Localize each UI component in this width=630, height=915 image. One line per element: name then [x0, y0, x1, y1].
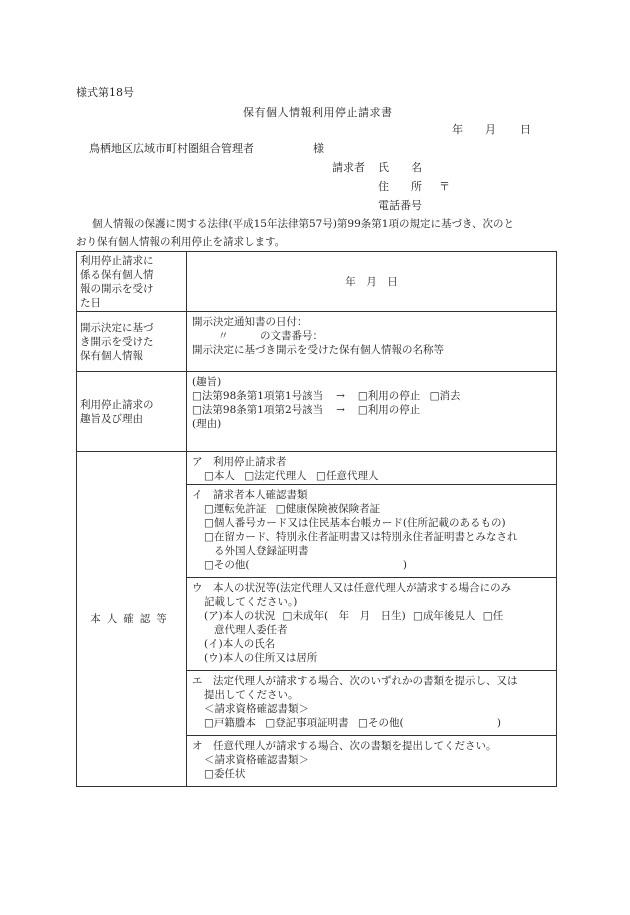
- requester-name-label: 氏 名: [378, 161, 422, 174]
- reason-heading: (理由): [192, 418, 222, 430]
- id-mynumber-checkbox[interactable]: [204, 517, 214, 529]
- page-title: 保有個人情報利用停止請求書: [243, 106, 393, 119]
- row4-label: 本人確認等: [77, 452, 187, 787]
- row-disclosed-info: [77, 312, 557, 372]
- id-license-checkbox[interactable]: [204, 503, 214, 515]
- principal-name-item: (イ)本人の氏名: [204, 638, 276, 650]
- disclosure-date-field[interactable]: 年 月 日: [187, 252, 557, 312]
- status-minor-checkbox[interactable]: [283, 610, 293, 622]
- requester-phone-label: 電話番号: [378, 199, 422, 212]
- request-form-table: [76, 251, 557, 787]
- clause1-stop-use-checkbox[interactable]: [358, 390, 368, 402]
- requester-self-checkbox[interactable]: [204, 470, 214, 482]
- legal-registry-checkbox[interactable]: [265, 717, 275, 729]
- section-voluntary-agent-docs: オ 任意代理人が請求する場合、次の書類を提出してください。 ＜請求資格確認書類＞ □ 委任状: [187, 736, 556, 786]
- intro-line-1: 個人情報の保護に関する法律(平成15年法律第57号)第99条第1項の規定に基づき、次のと: [92, 218, 515, 230]
- id-other-checkbox[interactable]: [204, 559, 214, 571]
- section-id-documents: イ 請求者本人確認書類 □ 運転免許証 □ 健康保険被保険者証 □ 個人番号カード又は住民基本台帳カード(住所記載のあるもの) □ 在留カード、特別永住者証明書又は特別永住者証明書とみなされ る外国人登録証明書 □ その他( ): [187, 485, 556, 578]
- notice-date-label: 開示決定通知書の日付：: [192, 316, 308, 328]
- section-legal-agent-docs: エ 法定代理人が請求する場合、次のいずれかの書類を提示し、又は 提出してください。 ＜請求資格確認書類＞ □ 戸籍謄本 □ 登記事項証明書 □ その他( ): [187, 671, 556, 736]
- document-number-label: 〃 の文書番号：: [218, 330, 323, 342]
- identity-check-field: [187, 452, 557, 787]
- status-guardian-checkbox[interactable]: [413, 610, 423, 622]
- row-purpose-reason: [77, 372, 557, 452]
- requester-voluntary-agent-checkbox[interactable]: [316, 470, 326, 482]
- legal-koseki-checkbox[interactable]: [204, 717, 214, 729]
- intro-line-2: おり保有個人情報の利用停止を請求します。: [76, 236, 286, 248]
- row2-label: 開示決定に基づ き開示を受けた 保有個人情報: [77, 312, 187, 372]
- clause1-checkbox[interactable]: [192, 390, 202, 402]
- section-requester-type: ア 利用停止請求者 □ 本人 □ 法定代理人 □ 任意代理人: [187, 452, 556, 485]
- addressee-honorific: 様: [313, 142, 324, 155]
- postal-mark: 〒: [439, 180, 450, 193]
- purpose-reason-field: (趣旨) □ 法第98条第1項第1号該当 → □ 利用の停止 □ 消去 □ 法第98条第1項第2号該当 → □ 利用の停止 (理由): [187, 372, 557, 452]
- date-year: 年: [452, 123, 463, 136]
- clause1-erase-checkbox[interactable]: [430, 390, 440, 402]
- addressee-name: 鳥栖地区広域市町村圏組合管理者: [89, 142, 254, 155]
- principal-address-item: (ウ)本人の住所又は居所: [204, 652, 318, 664]
- requester-label: 請求者: [332, 161, 365, 174]
- id-insurance-checkbox[interactable]: [276, 503, 286, 515]
- section-principal-status: ウ 本人の状況等(法定代理人又は任意代理人が請求する場合にのみ 記載してください。) (ア)本人の状況 □ 未成年( 年 月 日生) □ 成年後見人 □ 任 意代理人委任者 (イ)本人の氏名 (ウ)本人の住所又は居所: [187, 578, 556, 671]
- row-disclosure-date: [77, 252, 557, 312]
- status-agent-principal-checkbox[interactable]: [483, 610, 493, 622]
- voluntary-letter-checkbox[interactable]: [204, 768, 214, 780]
- legal-other-checkbox[interactable]: [358, 717, 368, 729]
- clause2-checkbox[interactable]: [192, 404, 202, 416]
- info-name-label: 開示決定に基づき開示を受けた保有個人情報の名称等: [192, 344, 444, 356]
- disclosed-info-field[interactable]: [187, 312, 557, 372]
- purpose-heading: (趣旨): [192, 376, 222, 388]
- requester-legal-agent-checkbox[interactable]: [244, 470, 254, 482]
- row3-label: 利用停止請求の 趣旨及び理由: [77, 372, 187, 452]
- form-number: 様式第18号: [76, 86, 134, 99]
- row-identity-check: [77, 452, 557, 787]
- id-residence-card-checkbox[interactable]: [204, 531, 214, 543]
- date-month: 月: [485, 123, 496, 136]
- requester-address-label: 住 所: [378, 180, 422, 193]
- date-day: 日: [520, 123, 531, 136]
- row1-label: 利用停止請求に 係る保有個人情 報の開示を受け た日: [77, 252, 187, 312]
- clause2-stop-use-checkbox[interactable]: [358, 404, 368, 416]
